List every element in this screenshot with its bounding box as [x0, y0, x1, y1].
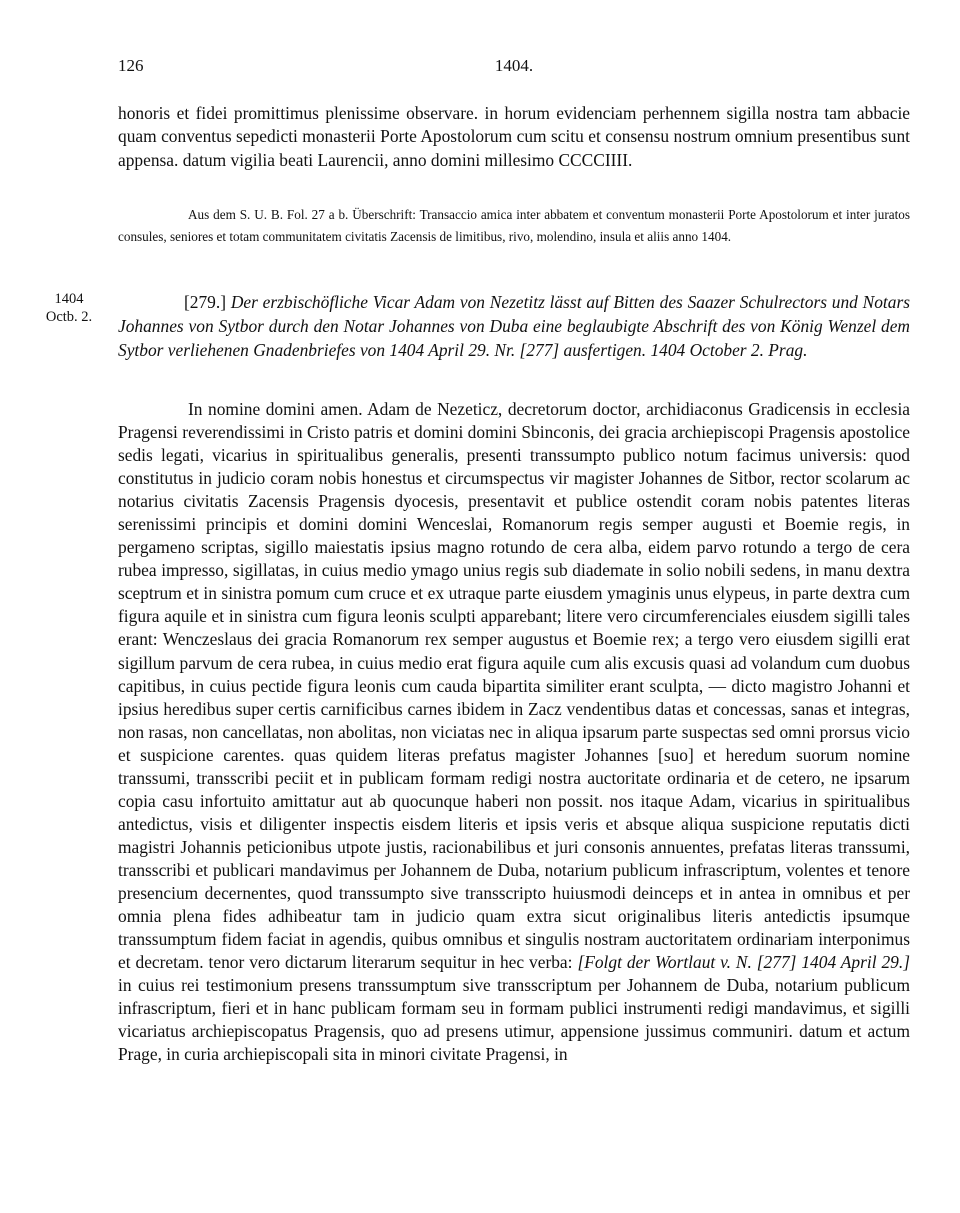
editorial-insertion: [Folgt der Wortlaut v. N. [277] 1404 April 29.]: [577, 952, 910, 973]
margin-date-note: [34, 290, 104, 326]
document-body: [118, 398, 910, 1066]
margin-year: 1404: [54, 291, 84, 307]
page-header: [118, 56, 910, 80]
regest-text: Der erzbischöfliche Vicar Adam von Nezetitz lässt auf Bitten des Saazer Schulrectors und Notars Johannes von Sytbor durch den Notar Johannes von Duba eine beglaubigte Abschrift des von König Wenzel dem Sytbor verliehenen Gnadenbriefes von 1404 April 29. Nr. [277] ausfertigen. 1404 October 2. Prag.: [118, 292, 910, 360]
body-text-part-2: in cuius rei testimonium presens transsumptum sive transscriptum per Johannem de Duba, notarium publicum infrascriptum, fieri et in hanc publicam formam seu in formam publici instrumenti redigi mandavimus, et sigilli vicariatus archiepiscopatus Pragensis, quo ad presens utimur, appensione jussimus communiri. datum et actum Prage, in curia archiepiscopali sita in minori civitate Pragensi, in: [118, 975, 910, 1065]
opening-paragraph: honoris et fidei promittimus plenissime observare. in horum evidenciam perhennem sigilla nostra tam abbacie quam conventus sepedicti monasterii Porte Apostolorum cum scitu et consensu nostrum omnium presentibus sunt appensa. datum vigilia beati Laurencii, anno domini millesimo CCCCIIII.: [118, 103, 910, 170]
source-apparatus: Aus dem S. U. B. Fol. 27 a b. Überschrift: Transaccio amica inter abbatem et conventum monasterii Porte Apostolorum et inter juratos consules, seniores et totam communitatem civitatis Zacensis de limitibus, rivo, molendino, insula et aliis anno 1404.: [118, 207, 910, 244]
page-number: 126: [118, 56, 144, 75]
document-number: [279.]: [184, 292, 227, 312]
document-regest: [118, 290, 910, 362]
running-year-header: 1404.: [494, 56, 534, 75]
body-text-part-1: In nomine domini amen. Adam de Nezeticz, decretorum doctor, archidiaconus Gradicensis in ecclesia Pragensi reverendissimi in Cristo patris et domini domini Sbinconis, dei gracia archiepiscopi Pragensis apostolice sedis legati, vicarius in spiritualibus generalis, presenti transsumpto publico notum facimus universis: quod constitutus in judicio coram nobis honestus et circumspectus vir magister Johannes de Sitbor, rector scolarum ac notarius civitatis Zacensis Pragensis dyocesis, presentavit et publice ostendit coram nobis patentes literas serenissimi principis et domini domini Wenceslai, Romanorum regis semper augusti et Boemie regis, in pergameno scriptas, sigillo maiestatis ipsius magno rotundo de cera alba, eidem parvo rotundo a tergo de cera rubea impresso, sigillatas, in cuius medio ymago unius regis sub diademate in solio nobili sedens, in manu dextra sceptrum et in sinistra pomum cum cruce et ex utraque parte eiusdem ymaginis unus elypeus, in parte dextra cum figura aquile et in sinistra cum figura leonis sculpti apparebant; litere vero circumferenciales eiusdem sigilli tales erant: Wenczeslaus dei gracia Romanorum rex semper augustus et Boemie rex; a tergo vero eiusdem sigilli erat sigillum parvum de cera rubea, in cuius medio erat figura aquile cum alis excusis quasi ad volandum cum duobus capitibus, in cuius pectide figura leonis cum cauda bipartita similiter erant sculpta, — dicto magistro Johanni et ipsius heredibus super certis carnificibus carnes ibidem in Zacz vendentibus datas et concessas, sanas et integras, non rasas, non cancellatas, non abolitas, non viciatas nec in aliqua ipsarum parte suspectas sed omni prorsus vicio et suspicione carentes. quas quidem literas prefatus magister Johannes [suo] et heredum suorum nomine transsumi, transscribi peciit et in publicam formam redigi nostra auctoritate ordinaria et de cetero, ne ipsarum copia casu infortuito amittatur aut ab quocunque haberi non possit. nos itaque Adam, vicarius in spiritualibus antedictus, visis et diligenter inspectis eisdem literis et ipsis veris et absque aliqua suspicione reputatis dicti magistri Johannis peticionibus utpote justis, racionabilibus et juri consonis annuentes, prefatas literas transsumi, transscribi et publicari mandavimus per Johannem de Duba, notarium publicum infrascriptum, volentes et tenore presencium decernentes, quod transsumpto sive transscripto huiusmodi deinceps et in antea in omnibus et per omnia plena fides adhibeatur tam in judicio quam extra sicut originalibus literis antedictis ipsumque transsumptum fidem faciat in agendis, quibus omnibus et singulis nostram auctoritatem ordinariam interponimus et decretam. tenor vero dictarum literarum sequitur in hec verba:: [118, 399, 910, 973]
margin-date: Octb. 2.: [45, 309, 93, 325]
